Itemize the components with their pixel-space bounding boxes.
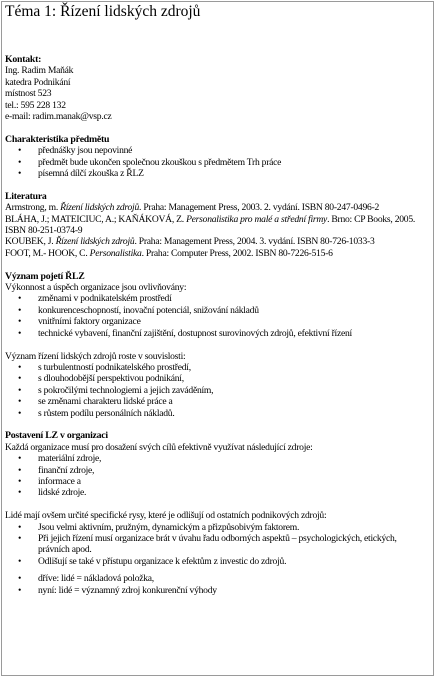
list-item: • písemná dílčí zkouška z ŘLZ — [38, 168, 430, 179]
postaveni-section — [5, 430, 430, 596]
vyznam-intro-2: Význam řízení lidských zdrojů roste v souvislosti: — [5, 350, 186, 362]
reference-item: FOOT, M.- HOOK, C. Personalistika. Praha: Computer Press, 2002. ISBN 80-7226-515-6 — [5, 247, 333, 259]
postaveni-intro-2: Lidé mají ovšem určité specifické rysy, které je odlišují od ostatních podnikových zdrojů: — [5, 510, 327, 522]
list-item: • konkurenceschopností, inovační potenciál, snižování nákladů — [38, 305, 430, 316]
vyznam-intro: Výkonnost a úspěch organizace jsou ovlivňovány: — [5, 282, 187, 294]
vyznam-heading: Význam pojetí ŘLZ — [5, 270, 85, 282]
list-item: • s dlouhodobější perspektivou podnikání, — [38, 373, 430, 384]
list-item: • s růstem podílu personálních nákladů. — [38, 408, 430, 419]
kontakt-email: e-mail: radim.manak@vsp.cz — [5, 111, 112, 123]
kontakt-phone: tel.: 595 228 132 — [5, 99, 66, 111]
vyznam-list-2 — [5, 362, 430, 419]
list-item: • s pokročilými technologiemi a jejich zaváděním, — [38, 385, 430, 396]
list-item: • finanční zdroje, — [38, 465, 430, 476]
postaveni-heading: Postavení LZ v organizaci — [5, 430, 108, 442]
list-item: • vnitřními faktory organizace — [38, 316, 430, 327]
literatura-section — [5, 191, 430, 259]
list-item: • Při jejich řízení musí organizace brát v úvahu řadu odborných aspektů – psychologických, etických, právních apod. — [38, 533, 430, 556]
postaveni-list-2 — [5, 522, 430, 568]
postaveni-intro: Každá organizace musí pro dosažení svých cílů efektivně využívat následující zdroje: — [5, 441, 313, 453]
reference-item: Armstrong, m. Řízení lidských zdrojů. Praha: Management Press, 2003. 2. vydání. ISBN 80-247-0496-2 — [5, 202, 380, 214]
list-item: • změnami v podnikatelském prostředí — [38, 293, 430, 304]
page-title: Téma 1: Řízení lidských zdrojů — [5, 3, 201, 20]
literatura-heading: Literatura — [5, 190, 47, 202]
charakteristika-section — [5, 134, 430, 180]
kontakt-name: Ing. Radim Maňák — [5, 65, 74, 77]
kontakt-room: místnost 523 — [5, 88, 52, 100]
kontakt-department: katedra Podnikání — [5, 76, 71, 88]
list-item: • Odlišují se také v přístupu organizace k efektům z investic do zdrojů. — [38, 556, 430, 567]
list-item: • lidské zdroje. — [38, 487, 430, 498]
charakteristika-heading: Charakteristika předmětu — [5, 133, 110, 145]
list-item: • materiální zdroje, — [38, 453, 430, 464]
list-item: • technické vybavení, finanční zajištění, dostupnost surovinových zdrojů, efektivní řízení — [38, 328, 430, 339]
document-page — [1, 1, 434, 676]
kontakt-section — [5, 54, 430, 122]
vyznam-section — [5, 271, 430, 419]
reference-item: KOUBEK, J. Řízení lidských zdrojů. Praha: Management Press, 2004. 3. vydání. ISBN 80-726-1033-3 — [5, 236, 375, 248]
postaveni-list — [5, 453, 430, 499]
list-item: • Jsou velmi aktivním, pružným, dynamickým a přizpůsobivým faktorem. — [38, 522, 430, 533]
list-item: • informace a — [38, 476, 430, 487]
list-item: • s turbulentností podnikatelského prostředí, — [38, 362, 430, 373]
vyznam-list — [5, 293, 430, 339]
kontakt-heading: Kontakt: — [5, 54, 42, 65]
postaveni-list-3 — [5, 573, 430, 596]
list-item: • přednášky jsou nepovinné — [38, 145, 430, 156]
list-item: • předmět bude ukončen společnou zkouškou s předmětem Trh práce — [38, 157, 430, 168]
charakteristika-list — [5, 145, 430, 179]
list-item: • nyní: lidé = významný zdroj konkurenční výhody — [38, 585, 430, 596]
reference-item: BLÁHA, J.; MATEICIUC, A.; KAŇÁKOVÁ, Z. Personalistika pro malé a střední firmy. Brno: CP Books, 2005. ISBN 80-251-0374-9 — [5, 213, 416, 237]
list-item: • se změnami charakteru lidské práce a — [38, 396, 430, 407]
list-item: • dříve: lidé = nákladová položka, — [38, 573, 430, 584]
